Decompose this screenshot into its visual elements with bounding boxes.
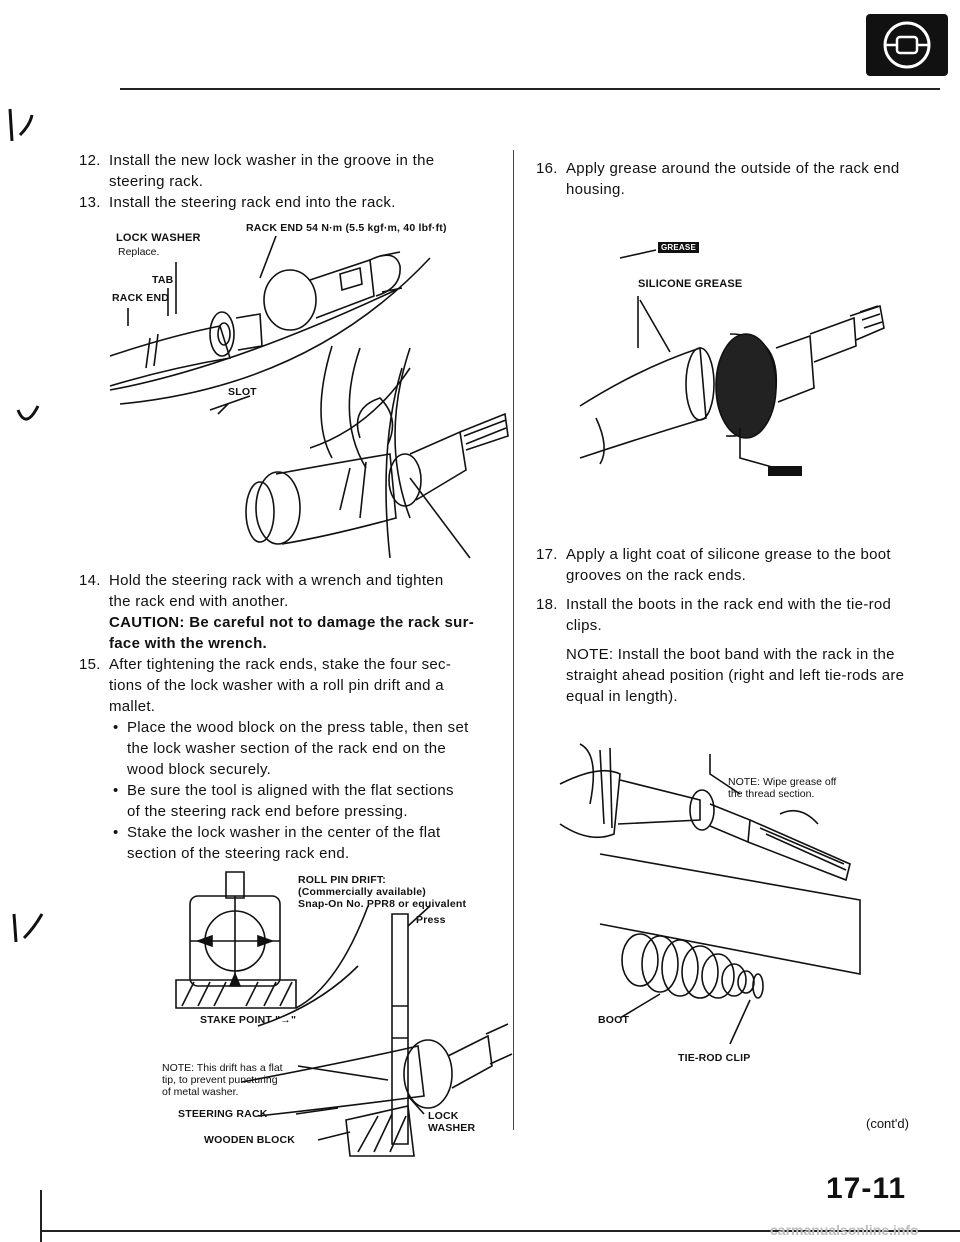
step-text: tions of the lock washer with a roll pin drift and a bbox=[109, 677, 444, 694]
step-18 bbox=[536, 594, 946, 636]
bullet-text: of the steering rack end before pressing. bbox=[127, 803, 408, 820]
step-text: steering rack. bbox=[109, 173, 204, 190]
footer-watermark: carmanualsonline.info bbox=[770, 1222, 919, 1238]
label-wooden-block: WOODEN BLOCK bbox=[204, 1134, 296, 1146]
note-text: equal in length). bbox=[566, 688, 678, 705]
label-slot: SLOT bbox=[228, 386, 257, 398]
caution-text: face with the wrench. bbox=[109, 635, 267, 652]
step-text: Apply grease around the outside of the rack end bbox=[566, 160, 900, 177]
step-number: 17. bbox=[536, 546, 558, 563]
bullet-text: Stake the lock washer in the center of the flat bbox=[127, 824, 441, 841]
step-12 bbox=[79, 150, 499, 192]
staking-drawing bbox=[168, 866, 513, 1156]
step-number: 14. bbox=[79, 572, 101, 589]
label-note-drift-2: tip, to prevent puncturing bbox=[162, 1074, 278, 1086]
bullet-text: wood block securely. bbox=[127, 761, 272, 778]
figure-staking bbox=[162, 866, 513, 1156]
label-drift-3: Snap-On No. PPR8 or equivalent bbox=[298, 898, 467, 910]
bullet-dot: • bbox=[113, 824, 119, 841]
step-text: Install the new lock washer in the groove in the bbox=[109, 152, 435, 169]
label-steering-rack: STEERING RACK bbox=[178, 1108, 268, 1120]
step-text: Install the boots in the rack end with the tie-rod bbox=[566, 596, 892, 613]
step-16 bbox=[536, 158, 946, 200]
figure-grease bbox=[580, 238, 900, 488]
step-text: Hold the steering rack with a wrench and tighten bbox=[109, 572, 444, 589]
step-number: 13. bbox=[79, 194, 101, 211]
step-number: 15. bbox=[79, 656, 101, 673]
page-number: 17-11 bbox=[826, 1172, 907, 1205]
label-stake-point: STAKE POINT "→" bbox=[200, 1014, 297, 1026]
bullet-item bbox=[113, 822, 513, 864]
steering-wheel-icon bbox=[866, 14, 948, 76]
continued-label: (cont'd) bbox=[866, 1116, 909, 1131]
step-13 bbox=[79, 192, 499, 213]
label-boot: BOOT bbox=[598, 1014, 630, 1026]
note-text: straight ahead position (right and left tie-rods are bbox=[566, 667, 905, 684]
bullet-text: the lock washer section of the rack end on the bbox=[127, 740, 446, 757]
note-boot-band bbox=[566, 644, 946, 707]
step-text: housing. bbox=[566, 181, 626, 198]
bullet-text: section of the steering rack end. bbox=[127, 845, 350, 862]
header-rule bbox=[120, 88, 940, 90]
header-icon-box bbox=[866, 14, 948, 76]
step-number: 18. bbox=[536, 596, 558, 613]
step-15 bbox=[79, 654, 499, 717]
step-17 bbox=[536, 544, 946, 586]
bullet-text: Be sure the tool is aligned with the flat sections bbox=[127, 782, 454, 799]
caution-text: CAUTION: Be careful not to damage the rack sur- bbox=[109, 614, 474, 631]
step-text: mallet. bbox=[109, 698, 156, 715]
step-text: clips. bbox=[566, 617, 602, 634]
grease-tag: GREASE bbox=[658, 242, 699, 253]
figure-rack-end-install bbox=[110, 218, 510, 570]
bullet-dot: • bbox=[113, 782, 119, 799]
binding-mark-bottom bbox=[10, 910, 50, 950]
label-lock: LOCK bbox=[428, 1110, 459, 1122]
label-press: Press bbox=[416, 914, 446, 926]
step-text: Install the steering rack end into the rack. bbox=[109, 194, 396, 211]
bullet-dot: • bbox=[113, 719, 119, 736]
label-replace: Replace. bbox=[118, 246, 160, 258]
label-lock-washer: LOCK WASHER bbox=[116, 232, 201, 244]
label-rack-end: RACK END bbox=[112, 292, 170, 304]
bullet-item bbox=[113, 780, 513, 822]
step-text: grooves on the rack ends. bbox=[566, 567, 747, 584]
label-note-wipe-1: NOTE: Wipe grease off bbox=[728, 776, 837, 788]
label-tie-rod-clip: TIE-ROD CLIP bbox=[678, 1052, 751, 1064]
label-tab: TAB bbox=[152, 274, 174, 286]
note-text: NOTE: Install the boot band with the rack in the bbox=[566, 646, 895, 663]
label-note-drift-1: NOTE: This drift has a flat bbox=[162, 1062, 283, 1074]
boot-drawing bbox=[560, 724, 900, 1064]
step-14 bbox=[79, 570, 499, 654]
column-divider bbox=[513, 150, 514, 1130]
label-rack-end-torque: RACK END 54 N·m (5.5 kgf·m, 40 lbf·ft) bbox=[246, 222, 447, 234]
step-text: After tightening the rack ends, stake the four sec- bbox=[109, 656, 452, 673]
label-note-wipe-2: the thread section. bbox=[728, 788, 815, 800]
label-drift-2: (Commercially available) bbox=[298, 886, 426, 898]
step-number: 12. bbox=[79, 152, 101, 169]
rack-end-drawing bbox=[110, 218, 510, 570]
binding-mark-middle bbox=[8, 400, 48, 440]
step-text: the rack end with another. bbox=[109, 593, 289, 610]
label-silicone-grease: SILICONE GREASE bbox=[638, 278, 743, 290]
label-drift-1: ROLL PIN DRIFT: bbox=[298, 874, 386, 886]
step-number: 16. bbox=[536, 160, 558, 177]
bullet-item bbox=[113, 717, 513, 780]
step-text: Apply a light coat of silicone grease to the boot bbox=[566, 546, 891, 563]
binding-mark-top bbox=[2, 105, 42, 145]
figure-boot-install bbox=[560, 724, 900, 1064]
margin-rule bbox=[40, 1190, 54, 1242]
grease-drawing bbox=[580, 238, 900, 488]
bullet-text: Place the wood block on the press table, then set bbox=[127, 719, 469, 736]
label-washer: WASHER bbox=[428, 1122, 476, 1134]
label-note-drift-3: of metal washer. bbox=[162, 1086, 239, 1098]
